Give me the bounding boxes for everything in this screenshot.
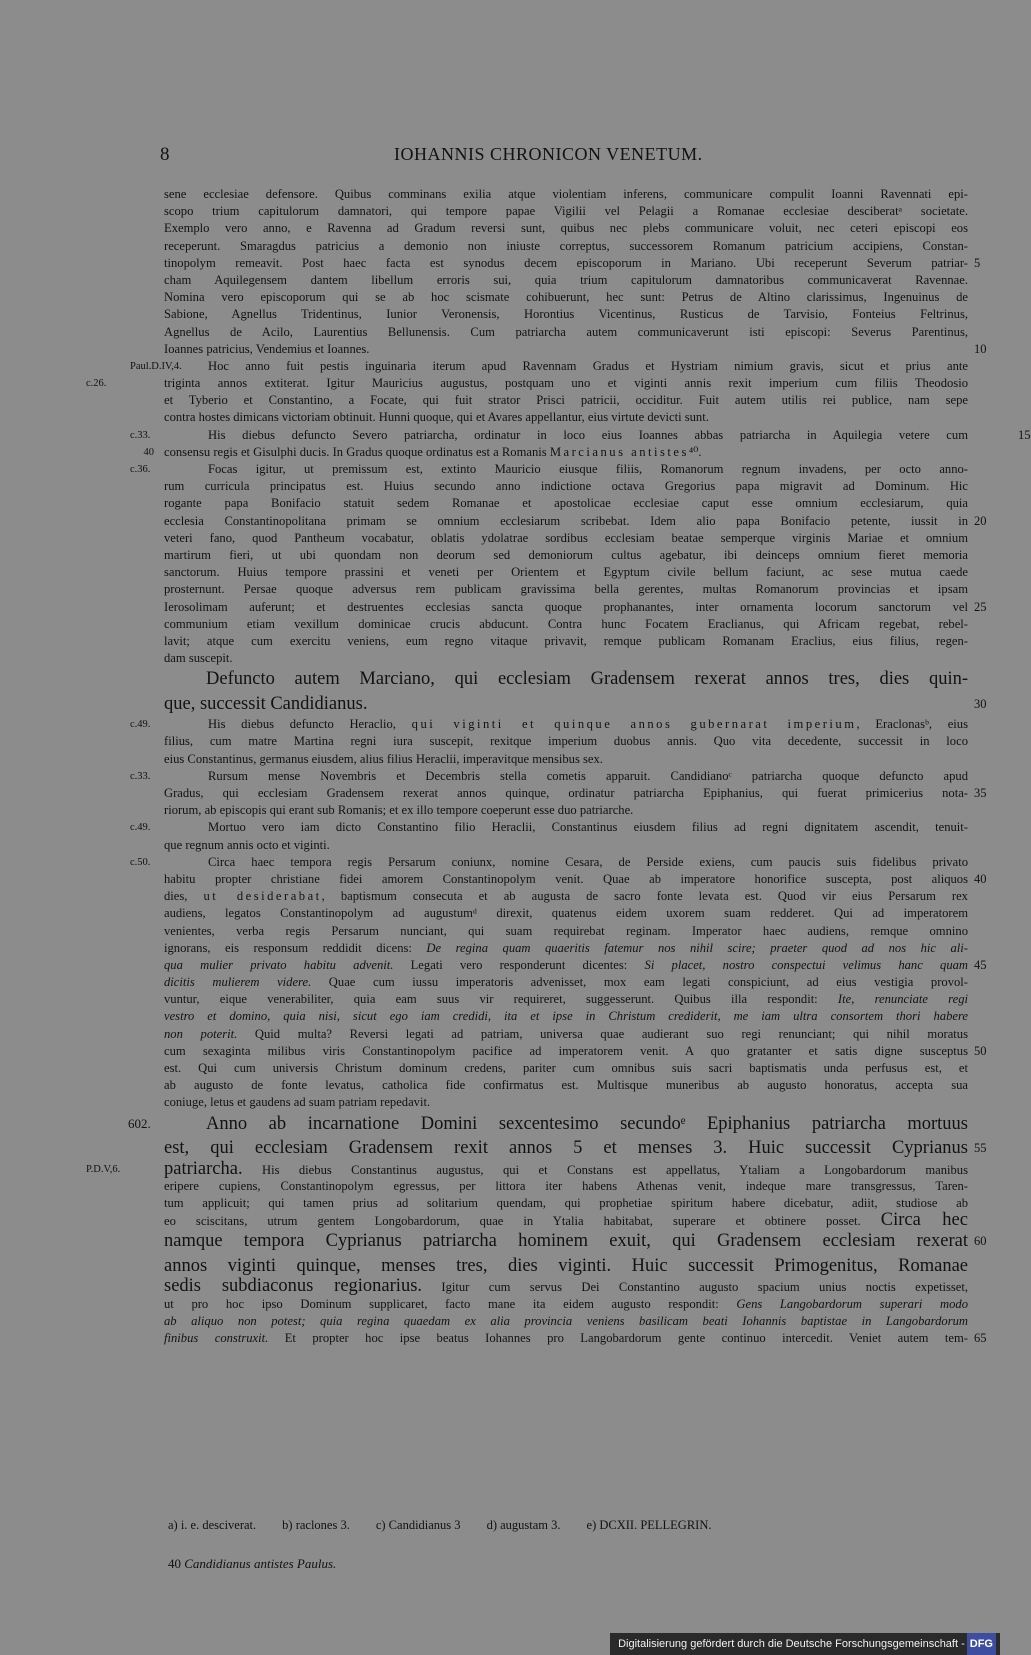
footnote: e) DCXII. PELLEGRIN.: [586, 1518, 712, 1532]
line-segment: patriarcha.: [164, 1158, 243, 1179]
text-line: [164, 871, 987, 888]
text-line: [128, 1112, 968, 1137]
text-line: [164, 495, 968, 512]
line-segment: et Tyberio et Constantino, a Focate, qui fuit strator Prisci patricii, occiditur. Fuit autem utilis rei publice, nam sepe: [164, 393, 968, 408]
line-segment: dies,: [164, 889, 204, 904]
text-line: [164, 392, 968, 409]
text-line: [86, 375, 968, 392]
line-number: 65: [974, 1330, 987, 1345]
line-segment: Defuncto autem Marciano, qui ecclesiam Gradensem rexerat annos tres, dies quin-: [206, 669, 968, 690]
text-line: [164, 530, 968, 547]
text-line: [164, 478, 968, 495]
line-segment: audiens, legatos Constantinopolym ad augustumᵈ direxit, quatenus eidem uxorem suam redderet. Qui ad imperatorem: [164, 906, 968, 921]
footnote: c) Candidianus 3: [375, 1518, 461, 1532]
line-number: 45: [974, 957, 987, 972]
text-line: [130, 768, 968, 785]
line-number: 10: [974, 341, 987, 356]
line-segment: Et propter hoc ipse beatus Iohannes pro Langobardorum gente continuo intercedit. Veniet autem tem-: [268, 1330, 968, 1345]
line-segment: que, successit Candidianus.: [164, 693, 368, 714]
text-line: [164, 1094, 968, 1111]
dfg-logo: DFG: [967, 1633, 996, 1655]
margin-reference: c.33.: [130, 429, 151, 441]
line-segment: est. Qui cum universis Christum dominum credens, pariter cum omnibus suis sacri baptismatis unda perfusus est, et: [164, 1061, 968, 1075]
text-line: [164, 940, 968, 957]
line-segment: Igitur cum servus Dei Constantino augusto spacium unius noctis expetisset,: [422, 1280, 968, 1295]
text-line: [164, 1136, 987, 1161]
text-line: [86, 1158, 968, 1179]
line-segment: eo sciscitans, utrum gentem Longobardorum, quae in Ytalia habitabat, superare et obtinere posset.: [164, 1214, 881, 1229]
line-segment: Hoc anno fuit pestis inguinaria iterum apud Ravennam Gradus et Hystriam nimium gravis, sicut et prius ante: [208, 358, 968, 373]
line-segment: prosternunt. Persae quoque adversus rem publicam gravissima bella gerentes, multas Romanorum provincias et ipsam: [164, 582, 968, 597]
text-line: [164, 203, 968, 220]
text-line: [164, 1077, 968, 1094]
line-segment: cham Aquilegensem dantem libellum erroris sui, quia trium capitulorum damnatoribus communicaverat Ravennae.: [164, 272, 968, 287]
text-line: [164, 564, 968, 581]
line-segment: Circa haec tempora regis Persarum coniunx, nomine Cesara, de Perside exiens, cum paucis suis fidelibus privato: [208, 854, 968, 869]
text-line: [164, 905, 968, 922]
text-line: [164, 785, 987, 802]
text-line: [164, 692, 987, 717]
line-segment: Marcianus antistes: [549, 444, 689, 459]
text-line: [164, 1296, 968, 1313]
text-line: [143, 444, 968, 461]
line-segment: non poterit.: [164, 1026, 238, 1041]
text-line: [164, 1278, 968, 1295]
line-segment: contra hostes dimicans victoriam obtinuit. Hunni quoque, qui et Avares appellantur, eius virtute devicti sunt.: [164, 410, 709, 425]
line-segment: His diebus defuncto Severo patriarcha, ordinatur in loco eius Ioannes abbas patriarcha in Aquilegia vetere cum: [208, 427, 968, 442]
line-segment: receperunt. Smaragdus patricius a demonio non iniuste correptus, successorem Romanum patricium accipiens, Constan-: [164, 238, 968, 253]
line-segment: Si placet, nostro conspectui velimus hanc quam: [644, 957, 969, 972]
credit-text: Digitalisierung gefördert durch die Deutsche Forschungsgemeinschaft -: [618, 1638, 965, 1650]
line-segment: ut pro hoc ipso Dominum supplicaret, facto mane ita eidem augusto respondit:: [164, 1296, 737, 1311]
line-segment: Gens Langobardorum superari modo: [736, 1296, 968, 1311]
line-segment: coniuge, letus et gaudens ad suam patriam repedavit.: [164, 1095, 431, 1110]
line-number: 30: [974, 696, 987, 711]
line-segment: Focas igitur, ut premissum est, extinto Mauricio eiusque filiis, Romanorum regnum invadens, per octo anno-: [208, 462, 968, 476]
text-line: [164, 547, 968, 564]
line-segment: est, qui ecclesiam Gradensem rexit annos 5 et menses 3. Huic successit Cyprianus: [164, 1138, 968, 1159]
line-number: 5: [974, 255, 981, 270]
footnote-40: [168, 1556, 336, 1572]
text-line: [164, 633, 968, 650]
line-segment: ignorans, eis responsum reddidit dicens:: [164, 940, 427, 955]
line-segment: Quid multa? Reversi legati ad patriam, universa quae audierant suo regi renunciant; qui nihil moratus: [237, 1026, 968, 1041]
text-line: [164, 1178, 968, 1195]
line-number: 55: [974, 1141, 987, 1156]
line-segment: rum curricula principatus est. Huius secundo anno indictione octava Gregorius papa migravit ad Dominum. Hic: [164, 479, 968, 494]
line-segment: triginta annos extiterat. Igitur Mauricius augustus, postquam uno et viginti annis rexit imperium cum filiis Theodosio: [164, 376, 968, 391]
text-line: [130, 819, 968, 836]
margin-reference: c.36.: [130, 464, 151, 475]
line-segment: filius, cum matre Martina regni iura suscepit, rexitque imperium duobus annis. Quo vita decedente, successit in loco: [164, 734, 968, 749]
line-segment: ut desiderabat: [203, 889, 322, 904]
line-segment: namque tempora Cyprianus patriarcha hominem exuit, qui Gradensem ecclesiam rexerat: [164, 1231, 968, 1252]
line-segment: , baptismum consecuta et ab augusta de sacro fonte levata est. Quod vir eius Persarum rex: [321, 889, 968, 904]
line-segment: , Eraclonasᵇ, eius: [856, 717, 968, 732]
text-line: [164, 289, 968, 306]
line-segment: lavit; atque cum exercitu veniens, eum regno vitaque privavit, remque publicam Romanam Eraclius, eius filius, regen-: [164, 633, 968, 648]
footnote-40-text: Candidianus antistes Paulus.: [184, 1556, 337, 1571]
footnote: b) raclones 3.: [282, 1518, 350, 1532]
line-segment: ab augusto de fonte levatus, catholica fide confirmatus est. Multisque muneribus ab augusto honoratus, accepta sua: [164, 1078, 968, 1093]
footnotes: [168, 1518, 738, 1533]
line-segment: habitu propter christiane fidei amorem Constantinopolym venit. Quae ab imperatore honorifice suscepta, post aliquos: [164, 871, 968, 886]
text-line: [130, 461, 968, 478]
line-segment: sene ecclesiae defensore. Quibus comminans exilia atque violentiam inferens, communicare compulit Ioanni Ravennati epi-: [164, 187, 968, 201]
text-line: [164, 1026, 968, 1043]
line-segment: Ierosolimam auferunt; et destruentes ecclesias sancta quoque prophanantes, inter ornamenta locorum sanctorum vel: [164, 599, 968, 614]
text-line: [164, 1330, 987, 1347]
text-line: [164, 581, 968, 598]
text-line: [164, 888, 968, 905]
margin-reference: c.49.: [130, 822, 151, 834]
text-line: [164, 1212, 968, 1229]
text-line: [164, 1254, 968, 1279]
chronicle-text: [86, 186, 1031, 1347]
text-line: [164, 272, 968, 289]
text-line: [164, 667, 968, 692]
line-number: 50: [974, 1043, 987, 1058]
line-segment: Quae cum iussu imperatoris advenisset, mox eam legati conspiciunt, ad eius vestigia provol-: [311, 975, 968, 990]
line-segment: qui viginti et quinque annos gubernarat imperium: [411, 717, 857, 732]
line-segment: Sabione, Agnellus Tridentinus, Iunior Veronensis, Horontius Vicentinus, Rusticus de Tarvisio, Fonteius Feltrinus,: [164, 307, 968, 322]
text-line: [164, 599, 987, 616]
line-segment: Ioannes patricius, Vendemius et Ioannes.: [164, 341, 370, 356]
text-line: [164, 1229, 987, 1254]
line-number: 15: [1018, 427, 1031, 442]
margin-reference: c.49.: [130, 719, 151, 731]
line-segment: Agnellus de Acilo, Laurentius Bellunensis. Cum patriarcha autem communicaverunt isti episcopi: Severus Parentinus,: [164, 324, 968, 339]
margin-reference: 602.: [128, 1115, 151, 1131]
text-line: [164, 1043, 987, 1060]
page-number: 8: [160, 144, 170, 165]
line-segment: Ite, renunciate regi: [837, 992, 969, 1007]
text-line: [164, 616, 968, 633]
line-segment: ecclesia Constantinopolitana primam se omnium ecclesiarum scribebat. Idem alio papa Bonifacio petente, iussit in: [164, 513, 968, 528]
line-segment: ab aliquo non potest; quia regina quaedam ex alia provincia veniens basilicam beati Iohannis baptistae in Langobardorum: [164, 1313, 968, 1328]
text-line: [164, 837, 968, 854]
line-segment: Gradus, qui ecclesiam Gradensem rexerat annos quinque, ordinatur patriarcha Epiphanius, qui fuerat primicerius nota-: [164, 786, 968, 800]
line-segment: dam suscepit.: [164, 651, 233, 666]
text-line: [164, 650, 968, 667]
footnote-40-number: 40: [168, 1556, 181, 1571]
text-line: [164, 238, 968, 255]
line-segment: rogante papa Bonifacio statuit sedem Romanae et apostolicae ecclesiae caput esse omnium ecclesiarum, quia: [164, 496, 968, 511]
text-line: [164, 1008, 968, 1025]
margin-reference: c.26.: [86, 378, 107, 390]
running-head: IOHANNIS CHRONICON VENETUM.: [394, 144, 703, 164]
line-segment: riorum, ab episcopis qui erant sub Romanis; et ex illo tempore coeperunt esse duo patriarche.: [164, 803, 634, 818]
text-line: [164, 1313, 968, 1330]
text-line: [164, 1060, 968, 1077]
digitization-credit: [610, 1633, 1000, 1655]
margin-reference: P.D.V,6.: [86, 1163, 121, 1175]
footnote: d) augustam 3.: [486, 1518, 561, 1532]
text-line: [164, 733, 968, 750]
line-segment: venientes, verba regis Persarum nunciant, qui suam requirebat reginam. Imperator haec audiens, remque omnino: [164, 923, 968, 938]
line-segment: eripere cupiens, Constantinopolym egressus, per littora iter habens Athenas venit, indeque mare transgressus, Taren-: [164, 1178, 968, 1193]
line-segment: qua mulier privato habitu advenit.: [164, 957, 394, 972]
text-line: [164, 306, 968, 323]
text-line: [164, 513, 987, 530]
line-segment: Nomina vero episcoporum qui se ab hoc scismate cohibuerunt, hec sunt: Petrus de Altino clarissimus, Ingenuinus de: [164, 290, 968, 305]
line-segment: tinopolym remeavit. Post haec facta est synodus decem episcoporum in Mariano. Ubi receperunt Severum patriar-: [164, 255, 968, 270]
text-line: [130, 854, 968, 871]
line-segment: veteri fano, quod Pantheum vocabatur, oblatis ydolatrae sordibus ecclesiam beatae semperque virginis Mariae et omnium: [164, 530, 968, 545]
line-segment: His diebus defuncto Heraclio,: [208, 717, 412, 732]
text-line: [164, 255, 981, 272]
line-number: 20: [974, 513, 987, 528]
line-segment: Rursum mense Novembris et Decembris stella cometis apparuit. Candidianoᶜ patriarcha quoque defuncto apud: [208, 768, 968, 783]
line-segment: communium etiam vexillum dominicae crucis abducunt. Contra hunc Focatem Eraclianus, qui Africam regebat, rebel-: [164, 616, 968, 631]
line-segment: martirum fieri, ut ubi quondam non deorum sed demoniorum cultus agebatur, ibi deinceps omnium fieret memoria: [164, 547, 968, 562]
line-segment: ⁴⁰.: [688, 444, 702, 459]
text-line: [164, 409, 968, 426]
line-segment: finibus construxit.: [164, 1330, 269, 1345]
line-segment: sanctorum. Huius tempore prassini et veneti per Orientem et Egyptum civile bellum faciunt, ac sese mutua caede: [164, 565, 968, 580]
line-number: 40: [974, 871, 987, 886]
text-line: [164, 802, 968, 819]
line-segment: Mortuo vero iam dicto Constantino filio Heraclii, Constantinus eiusdem filius ad regni dignitatem ascendit, tenuit-: [208, 820, 968, 835]
line-segment: consensu regis et Gisulphi ducis. In Gradus quoque ordinatus est a Romanis: [164, 444, 550, 459]
text-line: [164, 186, 968, 203]
text-line: [164, 1195, 968, 1212]
line-segment: annos viginti quinque, menses tres, dies viginti. Huic successit Primogenitus, Romanae: [164, 1255, 968, 1276]
line-number: 25: [974, 599, 987, 614]
text-line: [164, 974, 968, 991]
line-segment: vestro et domino, quia nisi, sicut ego iam credidi, ita et ipse in Christum crediderit, me iam ultra consortem thori habere: [164, 1009, 968, 1024]
line-segment: tum applicuit; qui tamen prius ad solitarium quendam, qui prophetiae spiritum habere dicebatur, adiit, studiose ab: [164, 1195, 968, 1210]
line-segment: De regina quam quaeritis fatemur nos nihil scire; praeter quod ad nos hic ali-: [426, 940, 968, 955]
line-segment: vuntur, eique venerabiliter, quia eam suus vir requireret, suggesserunt. Quibus illa respondit:: [164, 992, 838, 1007]
text-line: [130, 716, 968, 733]
text-line: [164, 991, 968, 1008]
line-segment: eius Constantinus, germanus eiusdem, alius filius Heraclii, imperavitque mensibus sex.: [164, 751, 603, 766]
line-number: 35: [974, 786, 987, 800]
text-line: [164, 923, 968, 940]
line-segment: His diebus Constantinus augustus, qui et Constans est appellatus, Ytaliam a Longobardorum manibus: [242, 1162, 968, 1177]
line-segment: Circa hec: [880, 1210, 968, 1231]
line-number: 60: [974, 1234, 987, 1249]
margin-reference: c.50.: [130, 856, 151, 868]
line-segment: Anno ab incarnatione Domini sexcentesimo secundoᵉ Epiphanius patriarcha mortuus: [206, 1113, 968, 1134]
text-line: [130, 427, 1031, 444]
margin-reference: c.33.: [130, 770, 151, 782]
text-line: [130, 358, 968, 375]
text-line: [164, 957, 987, 974]
line-segment: sedis subdiaconus regionarius.: [164, 1276, 423, 1297]
margin-reference: Paul.D.IV,4.: [130, 360, 182, 372]
text-line: [164, 220, 968, 237]
line-segment: Exemplo vero anno, e Ravenna ad Gradum reversi sunt, quibus nec plebs communicare voluit, nec ceteri episcopi eos: [164, 221, 968, 236]
line-segment: Legati vero responderunt dicentes:: [393, 957, 645, 972]
line-segment: scopo trium capitulorum damnatori, qui tempore papae Vigilii vel Pelagii a Romanae ecclesiae desciberatᵃ societate.: [164, 204, 968, 219]
line-segment: dicitis mulierem videre.: [164, 975, 312, 990]
line-segment: que regnum annis octo et viginti.: [164, 837, 330, 852]
text-line: [164, 751, 968, 768]
footnote: a) i. e. desciverat.: [168, 1518, 257, 1532]
line-segment: cum sexaginta milibus viris Constantinopolym pacifice ad imperatorem venit. A quo gratanter et satis digne susceptus: [164, 1043, 968, 1058]
margin-reference: 40: [143, 446, 154, 458]
text-line: [164, 324, 968, 341]
text-line: [164, 341, 987, 358]
